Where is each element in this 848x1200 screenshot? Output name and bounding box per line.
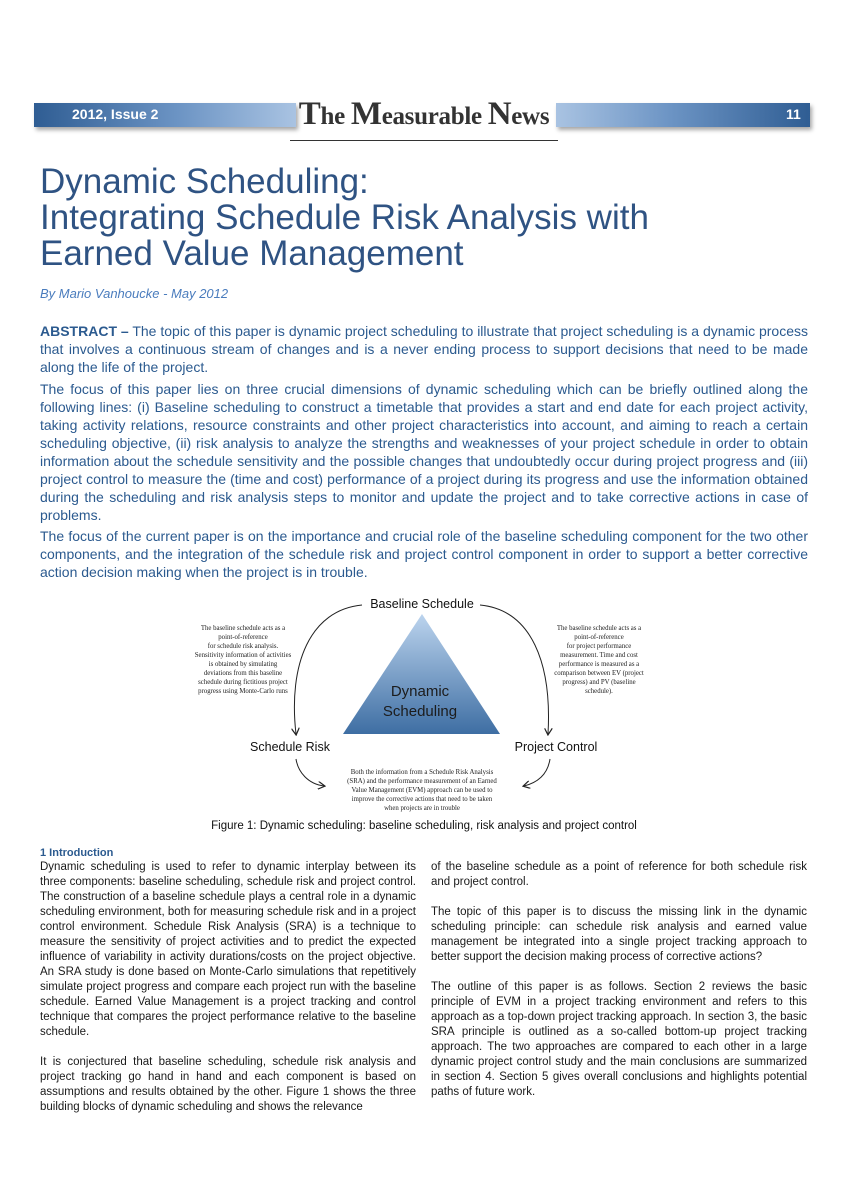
byline: By Mario Vanhoucke - May 2012 (40, 286, 229, 301)
intro-paragraph: The topic of this paper is to discuss the missing link in the dynamic scheduling principle: can schedule risk analysis and earned value management be integrated into a single project tracking approach to better support the decision making process of corrective actions? (431, 906, 807, 963)
focus-paragraph-2: The focus of the current paper is on the importance and crucial role of the baseline scheduling component for the two other components, and the integration of the schedule risk and project control component in order to support a better corrective action decision making when the project is in trouble. (40, 528, 808, 580)
figure-caption: Figure 1: Dynamic scheduling: baseline scheduling, risk analysis and project control (211, 820, 637, 832)
right-column (431, 860, 807, 1115)
focus-paragraph-1: The focus of this paper lies on three crucial dimensions of dynamic scheduling which can be briefly outlined along the following lines: (i) Baseline scheduling to construct a timetable that provides a start and end date for each project activity, taking activity relations, resource constraints and other project characteristics into account, and aiming to reach a certain scheduling objective, (ii) risk analysis to analyze the strengths and weaknesses of your project schedule in order to obtain information about the schedule sensitivity and the possible changes that undoubtedly occur during project progress and (iii) project control to measure the (time and cost) performance of a project during its progress and use the information obtained during the scheduling and risk analysis steps to monitor and update the project and to take corrective actions in case of problems. (40, 381, 808, 523)
left-column (40, 860, 416, 1130)
right-note (554, 625, 644, 695)
page-number: 11 (786, 106, 801, 122)
abstract-text: The topic of this paper is dynamic project scheduling to illustrate that project scheduling is a dynamic process that involves a continuous stream of changes and is a never ending process to support decisions that need to be made along the life of the project. (40, 323, 808, 375)
intro-paragraph: of the baseline schedule as a point of reference for both schedule risk and project control. (431, 861, 807, 888)
bottom-note-line: improve the corrective actions that need to be taken (351, 796, 493, 803)
left-note-line: The baseline schedule acts as a (200, 625, 286, 632)
left-note-line: progress using Monte-Carlo runs (198, 688, 288, 695)
arrow-baseline-to-control (480, 605, 548, 734)
left-note-line: Sensitivity information of activities (194, 652, 292, 659)
masthead-logo: The Measurable News (298, 96, 550, 132)
right-note-line: performance is measured as a (558, 661, 640, 668)
triangle-label-line-1: Dynamic (390, 683, 450, 700)
right-note-line: The baseline schedule acts as a (556, 625, 642, 632)
bottom-note (347, 769, 497, 812)
arrow-into-bottom-note-left (296, 759, 324, 786)
left-note-line: is obtained by simulating (208, 661, 278, 668)
bottom-note-line: Both the information from a Schedule Risk Analysis (350, 769, 494, 776)
abstract-label: ABSTRACT – (40, 323, 129, 339)
article-title (40, 164, 820, 272)
arrow-into-bottom-note-right (524, 759, 550, 786)
title-line-2: Integrating Schedule Risk Analysis with (40, 198, 649, 237)
right-note-line: progress) and PV (baseline (562, 679, 636, 686)
label-project-control: Project Control (514, 740, 598, 754)
intro-paragraph: It is conjectured that baseline scheduling, schedule risk analysis and project tracking go hand in hand and each component is based on assumptions and results obtained by the other. Figure 1 shows the three building blocks of dynamic scheduling and shows the relevance (40, 1056, 416, 1113)
label-schedule-risk: Schedule Risk (250, 740, 330, 754)
left-note-line: schedule during fictitious project (198, 679, 288, 686)
right-note-line: schedule). (585, 688, 613, 695)
right-note-line: point-of-reference (574, 634, 624, 641)
header-band-right (556, 103, 810, 127)
arrow-baseline-to-risk (294, 605, 362, 734)
triangle-label-line-2: Scheduling (382, 703, 458, 720)
bottom-note-line: (SRA) and the performance measurement of an Earned (347, 778, 497, 785)
right-note-line: comparison between EV (project (554, 670, 644, 677)
left-note (195, 625, 292, 695)
right-note-line: measurement. Time and cost (560, 652, 638, 659)
bottom-note-line: when projects are in trouble (384, 805, 460, 812)
title-line-1: Dynamic Scheduling: (40, 162, 369, 201)
left-note-line: deviations from this baseline (203, 670, 283, 677)
title-line-3: Earned Value Management (40, 234, 464, 273)
abstract-paragraph (40, 322, 808, 376)
right-note-line: for project performance (566, 643, 632, 650)
section-heading: 1 Introduction (40, 847, 114, 859)
intro-paragraph: Dynamic scheduling is used to refer to dynamic interplay between its three components: baseline scheduling, schedule risk and project control. The construction of a baseline schedule plays a central role in a dynamic scheduling environment, both for measuring schedule risk and in a project control environment. Schedule Risk Analysis (SRA) is a technique to measure the sensitivity of project activities and to predict the expected influence of variability in activity durations/costs on the project objective. An SRA study is done based on Monte-Carlo simulations that repetitively simulate project progress and compare each project run with the baseline schedule. Earned Value Management is a project tracking and control technique that compares the project performance relative to the baseline schedule. (40, 861, 416, 1038)
issue-label: 2012, Issue 2 (72, 106, 159, 122)
label-baseline-schedule: Baseline Schedule (370, 597, 474, 611)
dynamic-scheduling-figure (150, 594, 690, 818)
bottom-note-line: Value Management (EVM) approach can be used to (351, 787, 493, 794)
intro-paragraph: The outline of this paper is as follows. Section 2 reviews the basic principle of EVM in a project tracking environment and refers to this approach as a top-down project tracking approach. In section 3, the basic SRA principle is outlined as a so-called bottom-up project tracking approach. The two approaches are compared to each other in a large dynamic project control study and the main conclusions are summarized in section 4. Section 5 gives overall conclusions and highlights potential paths of future work. (431, 981, 807, 1098)
left-note-line: for schedule risk analysis. (207, 643, 279, 650)
left-note-line: point-of-reference (218, 634, 268, 641)
